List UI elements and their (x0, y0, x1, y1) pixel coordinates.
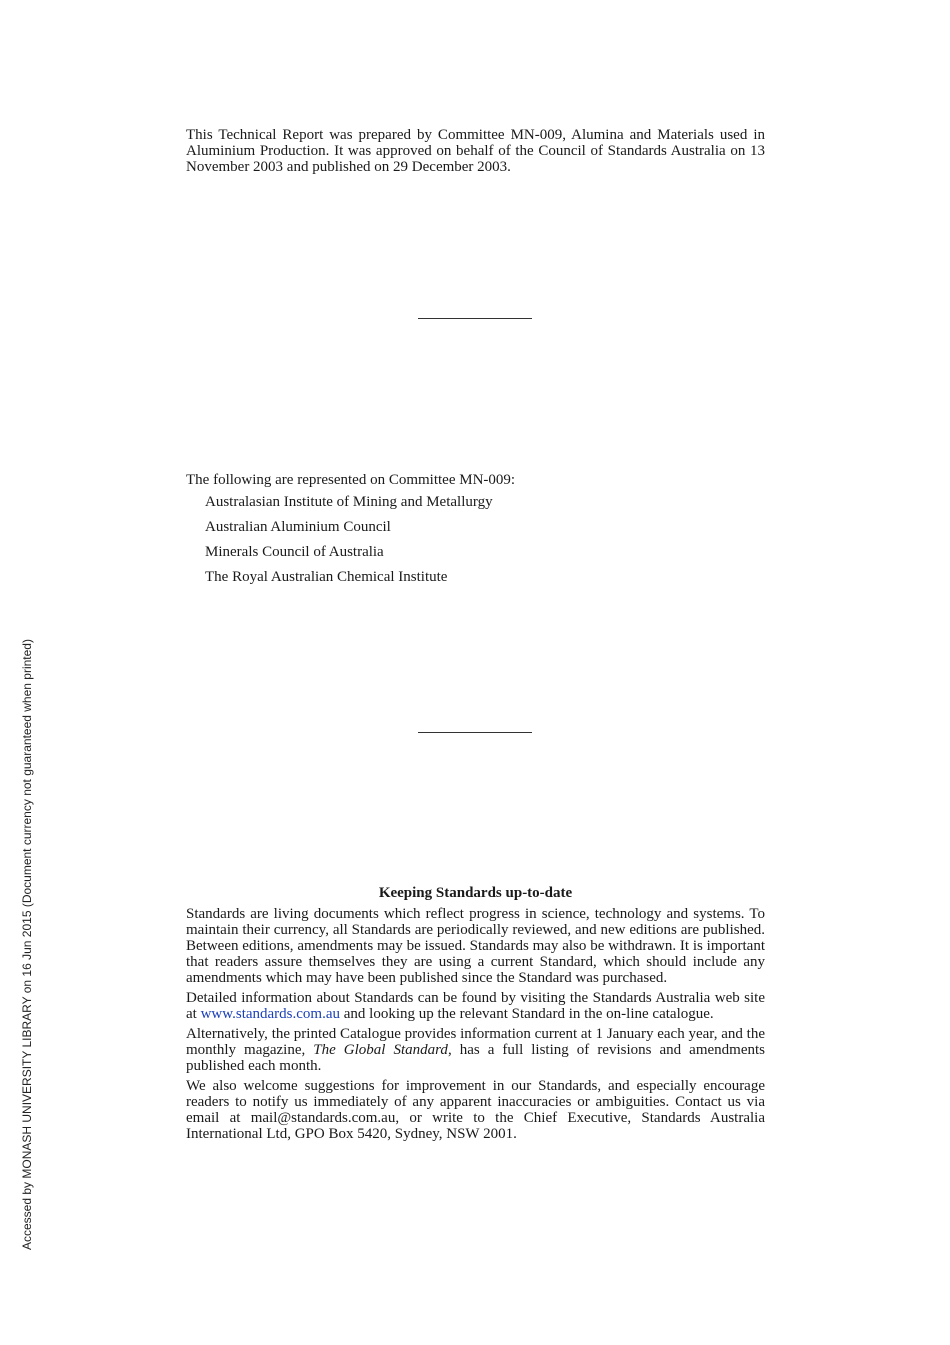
committee-member-list (186, 493, 765, 586)
section-divider-top (418, 318, 532, 319)
committee-member: Australasian Institute of Mining and Metallurgy (205, 494, 493, 510)
access-watermark: Accessed by MONASH UNIVERSITY LIBRARY on 16 Jun 2015 (Document currency not guaranteed when printed) (20, 639, 34, 1250)
keeping-standards-title: Keeping Standards up-to-date (378, 885, 573, 901)
keeping-standards-section (186, 906, 765, 1146)
committee-section (186, 471, 765, 593)
keeping-paragraph-3-end: , has a full listing of revisions and amendments published each month. (186, 1042, 765, 1074)
standards-website-link[interactable]: www.standards.com.au (200, 1006, 340, 1022)
keeping-paragraph-3-start: Alternatively, the printed Catalogue provides information current at 1 January each year, and the monthly magazine, (186, 1026, 765, 1058)
intro-paragraph: This Technical Report was prepared by Committee MN-009, Alumina and Materials used in Aluminium Production. It was approved on behalf of the Council of Standards Australia on 13 November 2003 and published on 29 December 2003. (186, 127, 765, 175)
section-divider-bottom (418, 732, 532, 733)
keeping-paragraph-2-start: Detailed information about Standards can be found by visiting the Standards Australia web site at (186, 990, 765, 1022)
committee-member: The Royal Australian Chemical Institute (205, 569, 448, 585)
keeping-paragraph-3 (186, 1026, 765, 1074)
committee-heading: The following are represented on Committee MN-009: (186, 472, 516, 488)
committee-member: Minerals Council of Australia (205, 544, 384, 560)
magazine-title: The Global Standard (313, 1042, 448, 1058)
keeping-paragraph-4: We also welcome suggestions for improvement in our Standards, and especially encourage readers to notify us immediately of any apparent inaccuracies or ambiguities. Contact us via email at mail@standards.com.au, or write to the Chief Executive, Standards Australia International Ltd, GPO Box 5420, Sydney, NSW 2001. (186, 1078, 765, 1142)
keeping-paragraph-2 (186, 990, 765, 1022)
committee-member: Australian Aluminium Council (205, 519, 391, 535)
keeping-paragraph-1: Standards are living documents which reflect progress in science, technology and systems. To maintain their currency, all Standards are periodically reviewed, and new editions are published. Between editions, amendments may be issued. Standards may also be withdrawn. It is important that readers assure themselves they are using a current Standard, which should include any amendments which may have been published since the Standard was purchased. (186, 906, 765, 986)
keeping-paragraph-2-end: and looking up the relevant Standard in the on-line catalogue. (340, 1006, 714, 1022)
